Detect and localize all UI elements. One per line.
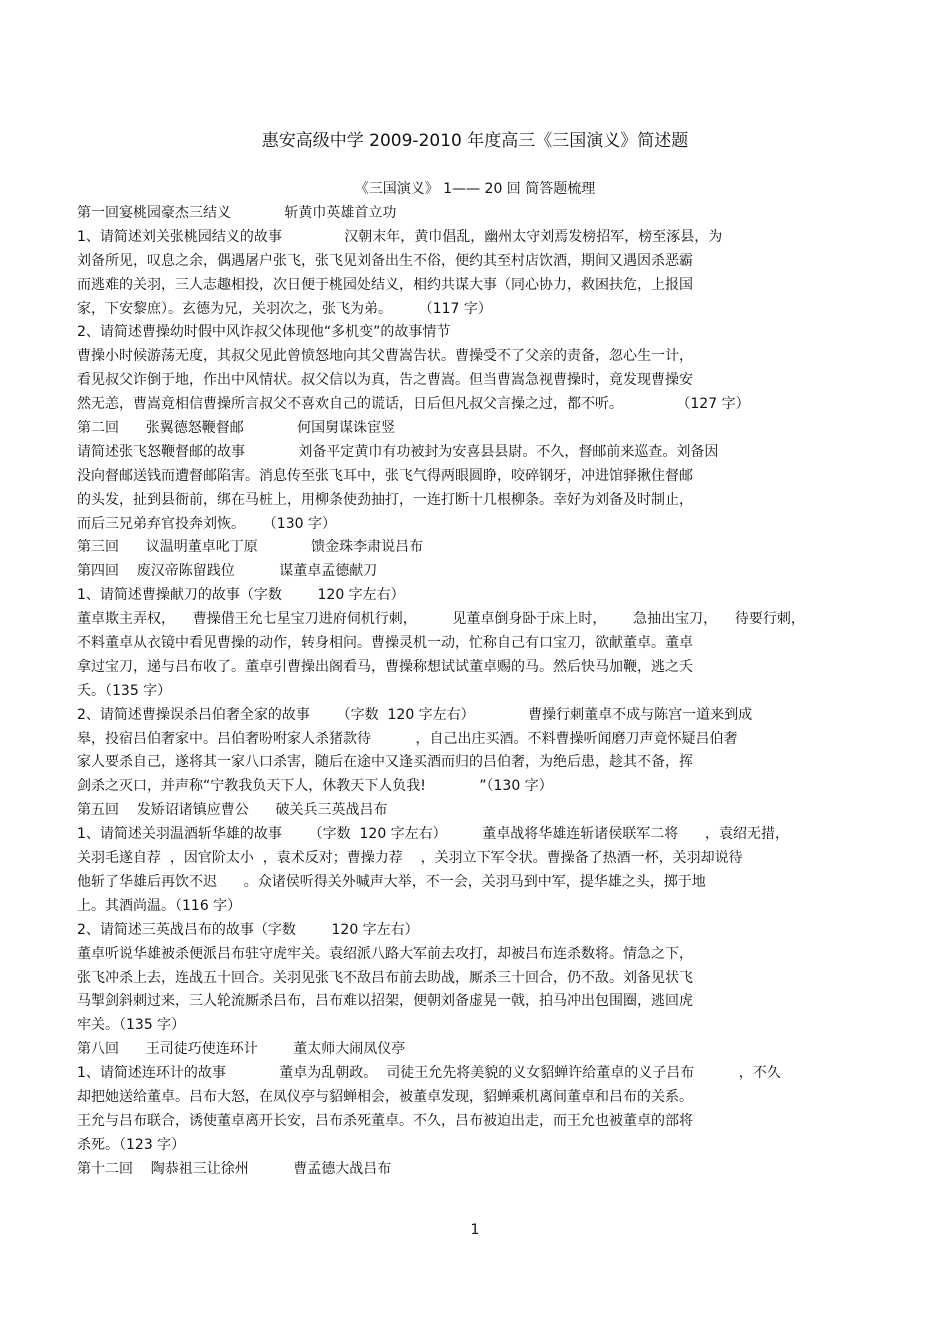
text-line: 夭。（135 字） bbox=[77, 682, 172, 699]
text-line: 董卓欺主弄权， 曹操借王允七星宝刀进府伺机行刺， 见董卓倒身卧于床上时， 急抽出宝刀， 待要行刺， bbox=[77, 611, 805, 628]
text-line: 董卓听说华雄被杀便派吕布驻守虎牢关。袁绍派八路大军前去攻打，却被吕布连杀数将。情急之下， bbox=[77, 945, 693, 962]
text-line: 王允与吕布联合，诱使董卓离开长安，吕布杀死董卓。不久，吕布被迫出走，而王允也被董卓的部将 bbox=[77, 1112, 693, 1129]
text-line: 而逃难的关羽，三人志趣相投，次日便于桃园处结义，相约共谋大事（同心协力，救困扶危，上报国 bbox=[77, 276, 693, 293]
text-line: 1、请简述关羽温酒斩华雄的故事 （字数 120 字左右） 董卓战将华雄连斩诸侯联军二将 ，袁绍无措， bbox=[77, 826, 789, 843]
text-line: 拿过宝刀，递与吕布收了。董卓引曹操出阁看马，曹操称想试试董卓赐的马。然后快马加鞭，逃之夭 bbox=[77, 658, 693, 675]
text-line: 第一回宴桃园豪杰三结义 斩黄巾英雄首立功 bbox=[77, 205, 397, 221]
text-line: 2、请简述三英战吕布的故事（字数 120 字左右） bbox=[77, 921, 419, 938]
text-line: 马掣剑斜刺过来，三人轮流厮杀吕布，吕布难以招架，便朝刘备虚晃一戟，拍马冲出包围圈，逃回虎 bbox=[77, 993, 693, 1010]
text-line: 然无恙，曹嵩竟相信曹操所言叔父不喜欢自己的谎话，日后但凡叔父言操之过，都不听。 （127 字） bbox=[77, 396, 750, 413]
text-line: 看见叔父诈倒于地，作出中风情状。叔父信以为真，告之曹嵩。但当曹嵩急视曹操时，竟发现曹操安 bbox=[77, 372, 693, 389]
text-line: 第四回 废汉帝陈留践位 谋董卓孟德献刀 bbox=[77, 563, 378, 580]
page-number: 1 bbox=[470, 1222, 480, 1238]
text-line: 2、请简述曹操幼时假中风诈叔父体现他“多机变”的故事情节 bbox=[77, 324, 451, 341]
text-line: 上。其酒尚温。（116 字） bbox=[77, 897, 242, 914]
document-title: 惠安高级中学 2009-2010 年度高三《三国演义》简述题 bbox=[261, 131, 689, 151]
text-line: 第八回 王司徒巧使连环计 董太师大闹凤仪亭 bbox=[77, 1041, 406, 1058]
text-line: 第二回 张翼德怒鞭督邮 何国舅谋诛宦竖 bbox=[77, 420, 396, 437]
text-line: 第三回 议温明董卓叱丁原 馈金珠李肃说吕布 bbox=[77, 539, 424, 556]
text-line: 第五回 发矫诏诸镇应曹公 破关兵三英战吕布 bbox=[77, 802, 388, 819]
text-line: 请简述张飞怒鞭督邮的故事 刘备平定黄巾有功被封为安喜县县尉。不久，督邮前来巡查。刘备因 bbox=[77, 443, 719, 460]
text-line: 他斩了华雄后再饮不迟 。众诸侯听得关外喊声大举，不一会，关羽马到中军，提华雄之头，掷于地 bbox=[77, 873, 706, 890]
text-line: 不料董卓从衣镜中看见曹操的动作，转身相问。曹操灵机一动，忙称自己有口宝刀，欲献董卓。董卓 bbox=[77, 635, 693, 652]
text-line: 而后三兄弟弃官投奔刘恢。 （130 字） bbox=[77, 515, 336, 532]
text-line: 张飞冲杀上去，连战五十回合。关羽见张飞不敌吕布前去助战，厮杀三十回合，仍不敌。刘备见状飞 bbox=[77, 969, 693, 986]
text-line: 刘备所见，叹息之余，偶遇屠户张飞，张飞见刘备出生不俗，便约其至村店饮酒，期间又遇因杀恶霸 bbox=[77, 252, 693, 269]
text-line: 家人要杀自己，遂将其一家八口杀害，随后在途中又逢买酒而归的吕伯奢，为绝后患，趁其不备，挥 bbox=[77, 754, 693, 771]
text-line: 杀死。（123 字） bbox=[77, 1136, 186, 1153]
text-line: 1、请简述刘关张桃园结义的故事 汉朝末年，黄巾倡乱，幽州太守刘焉发榜招军，榜至涿县，为 bbox=[77, 228, 723, 245]
document-subtitle: 《三国演义》 1—— 20 回 简答题梳理 bbox=[354, 181, 596, 197]
text-line: 剑杀之灭口，并声称“宁教我负天下人，休教天下人负我! ”（130 字） bbox=[77, 778, 553, 795]
text-line: 第十二回 陶恭祖三让徐州 曹孟德大战吕布 bbox=[77, 1160, 392, 1177]
text-line: 牢关。（135 字） bbox=[77, 1017, 186, 1034]
text-line: 1、请简述连环计的故事 董卓为乱朝政。 司徒王允先将美貌的义女貂蝉许给董卓的义子吕布 ，不久 bbox=[77, 1065, 781, 1082]
text-line: 2、请简述曹操误杀吕伯奢全家的故事 （字数 120 字左右） 曹操行刺董卓不成与陈宫一道来到成 bbox=[77, 706, 753, 723]
text-line: 1、请简述曹操献刀的故事（字数 120 字左右） bbox=[77, 587, 405, 604]
text-line: 的头发，扯到县衙前，绑在马桩上，用柳条使劲抽打，一连打断十几根柳条。幸好为刘备及时制止， bbox=[77, 491, 693, 508]
text-line: 家，下安黎庶）。玄德为兄，关羽次之，张飞为弟。 （117 字） bbox=[77, 300, 492, 317]
text-line: 皋，投宿吕伯奢家中。吕伯奢吩咐家人杀猪款待 ，自己出庄买酒。不料曹操听闻磨刀声竟怀疑吕伯奢 bbox=[77, 730, 738, 747]
text-line: 却把她送给董卓。吕布大怒，在凤仪亭与貂蝉相会，被董卓发现，貂蝉乘机离间董卓和吕布的关系。 bbox=[77, 1088, 693, 1105]
text-line: 曹操小时候游荡无度，其叔父见此曾愤怒地向其父曹嵩告状。曹操受不了父亲的责备，忽心生一计， bbox=[77, 348, 693, 365]
document-body bbox=[77, 202, 867, 1182]
text-line: 关羽毛遂自荐 ，因官阶太小 ，袁术反对；曹操力荐 ，关羽立下军令状。曹操备了热酒一杯，关羽却说待 bbox=[77, 850, 743, 867]
text-line: 没向督邮送钱而遭督邮陷害。消息传至张飞耳中，张飞气得两眼圆睁，咬碎钢牙，冲进馆驿揪住督邮 bbox=[77, 467, 693, 484]
